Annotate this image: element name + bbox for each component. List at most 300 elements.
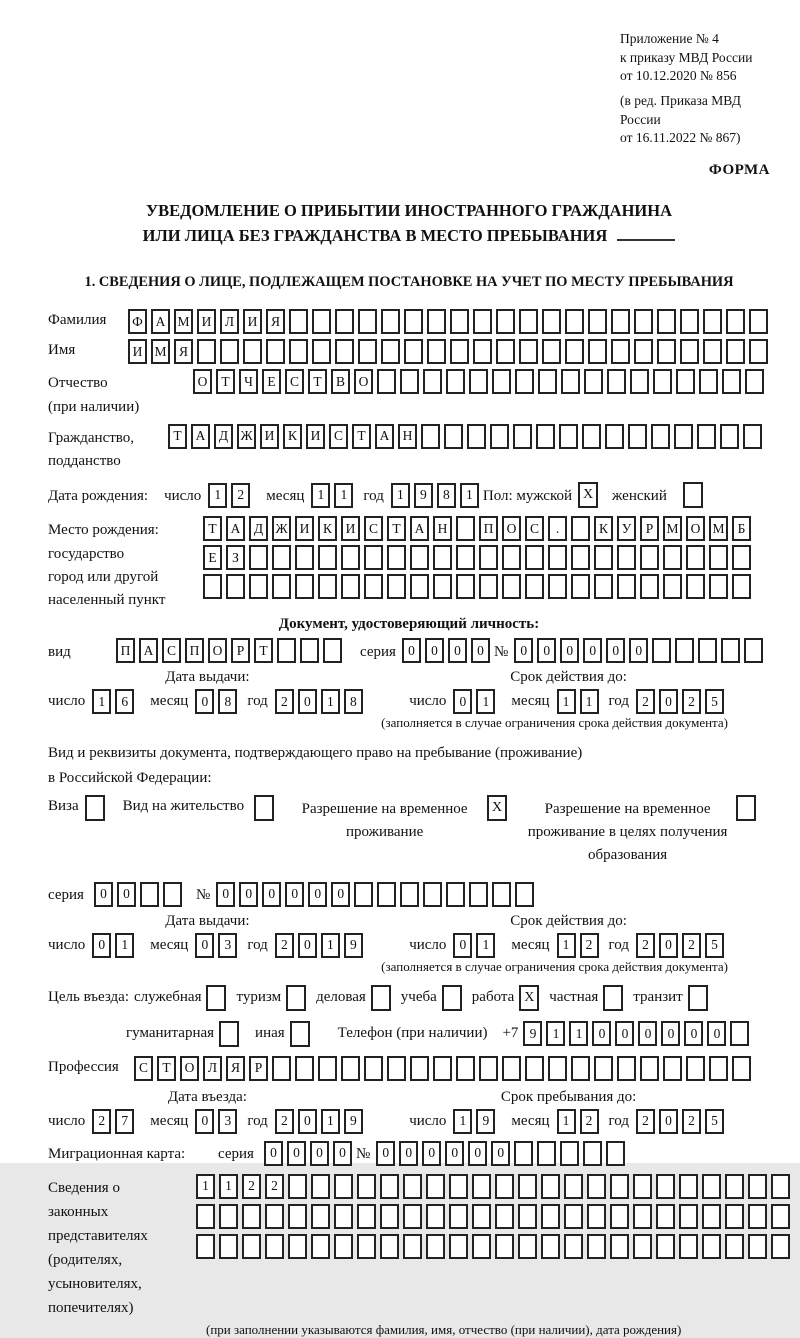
form-cell[interactable]: 1 (334, 483, 353, 508)
form-cell[interactable] (364, 1056, 383, 1081)
form-cell[interactable]: О (686, 516, 705, 541)
form-cell[interactable]: М (709, 516, 728, 541)
form-cell[interactable]: И (260, 424, 279, 449)
form-cell[interactable]: 1 (92, 689, 111, 714)
form-cell[interactable] (456, 574, 475, 599)
form-cell[interactable] (571, 545, 590, 570)
form-cell[interactable] (743, 424, 762, 449)
form-cell[interactable] (495, 1234, 514, 1259)
form-cell[interactable]: 0 (560, 638, 579, 663)
form-cell[interactable] (492, 369, 511, 394)
form-cell[interactable] (265, 1204, 284, 1229)
form-cell[interactable] (495, 1174, 514, 1199)
form-cell[interactable]: Т (308, 369, 327, 394)
form-cell[interactable] (163, 882, 182, 907)
form-cell[interactable] (502, 1056, 521, 1081)
form-cell[interactable]: 0 (92, 933, 111, 958)
form-cell[interactable]: 1 (208, 483, 227, 508)
form-cell[interactable] (197, 339, 216, 364)
checkbox-temp-residence-education[interactable] (736, 795, 756, 821)
form-cell[interactable] (663, 1056, 682, 1081)
form-cell[interactable] (354, 882, 373, 907)
form-cell[interactable] (219, 1234, 238, 1259)
form-cell[interactable] (467, 424, 486, 449)
form-cell[interactable] (583, 1141, 602, 1166)
form-cell[interactable] (679, 1174, 698, 1199)
form-cell[interactable] (519, 309, 538, 334)
form-cell[interactable]: У (617, 516, 636, 541)
form-cell[interactable]: Р (640, 516, 659, 541)
form-cell[interactable]: 1 (321, 689, 340, 714)
form-cell[interactable] (709, 545, 728, 570)
form-cell[interactable]: 0 (117, 882, 136, 907)
form-cell[interactable]: Ж (272, 516, 291, 541)
form-cell[interactable] (473, 309, 492, 334)
form-cell[interactable] (588, 309, 607, 334)
form-cell[interactable] (541, 1234, 560, 1259)
form-cell[interactable] (242, 1204, 261, 1229)
form-cell[interactable]: М (174, 309, 193, 334)
checkbox-residence-permit[interactable] (254, 795, 274, 821)
form-cell[interactable] (610, 1174, 629, 1199)
form-cell[interactable] (387, 574, 406, 599)
form-cell[interactable] (272, 545, 291, 570)
form-cell[interactable]: 0 (453, 689, 472, 714)
form-cell[interactable]: 0 (376, 1141, 395, 1166)
form-cell[interactable]: 0 (659, 933, 678, 958)
form-cell[interactable]: 0 (638, 1021, 657, 1046)
form-cell[interactable]: Т (168, 424, 187, 449)
form-cell[interactable]: Я (226, 1056, 245, 1081)
form-cell[interactable] (617, 545, 636, 570)
form-cell[interactable] (633, 1234, 652, 1259)
form-cell[interactable] (323, 638, 342, 663)
form-cell[interactable] (404, 339, 423, 364)
form-cell[interactable] (656, 1234, 675, 1259)
form-cell[interactable] (334, 1234, 353, 1259)
form-cell[interactable] (634, 339, 653, 364)
form-cell[interactable]: 2 (682, 933, 701, 958)
form-cell[interactable] (726, 339, 745, 364)
form-cell[interactable]: 0 (537, 638, 556, 663)
form-cell[interactable]: С (364, 516, 383, 541)
form-cell[interactable] (588, 339, 607, 364)
form-cell[interactable]: 0 (195, 689, 214, 714)
form-cell[interactable]: 1 (557, 689, 576, 714)
form-cell[interactable] (496, 309, 515, 334)
form-cell[interactable] (594, 1056, 613, 1081)
form-cell[interactable]: 2 (92, 1109, 111, 1134)
form-cell[interactable]: С (525, 516, 544, 541)
form-cell[interactable]: А (375, 424, 394, 449)
form-cell[interactable] (725, 1234, 744, 1259)
form-cell[interactable]: 2 (580, 1109, 599, 1134)
form-cell[interactable] (663, 574, 682, 599)
form-cell[interactable] (226, 574, 245, 599)
form-cell[interactable] (541, 1174, 560, 1199)
form-cell[interactable] (265, 1234, 284, 1259)
form-cell[interactable] (656, 1204, 675, 1229)
form-cell[interactable]: Я (266, 309, 285, 334)
form-cell[interactable] (410, 574, 429, 599)
form-cell[interactable]: И (341, 516, 360, 541)
form-cell[interactable]: 0 (453, 933, 472, 958)
form-cell[interactable]: 1 (453, 1109, 472, 1134)
form-cell[interactable] (679, 1204, 698, 1229)
form-cell[interactable] (404, 309, 423, 334)
form-cell[interactable] (433, 1056, 452, 1081)
form-cell[interactable] (607, 369, 626, 394)
form-cell[interactable] (657, 309, 676, 334)
form-cell[interactable]: А (410, 516, 429, 541)
form-cell[interactable] (288, 1204, 307, 1229)
form-cell[interactable] (400, 369, 419, 394)
form-cell[interactable] (433, 574, 452, 599)
form-cell[interactable]: Л (203, 1056, 222, 1081)
form-cell[interactable] (657, 339, 676, 364)
form-cell[interactable]: А (191, 424, 210, 449)
form-cell[interactable] (564, 1174, 583, 1199)
form-cell[interactable] (295, 545, 314, 570)
form-cell[interactable] (446, 882, 465, 907)
form-cell[interactable] (722, 369, 741, 394)
form-cell[interactable]: 1 (557, 933, 576, 958)
form-cell[interactable] (288, 1234, 307, 1259)
form-cell[interactable] (652, 638, 671, 663)
form-cell[interactable] (605, 424, 624, 449)
form-cell[interactable]: 3 (218, 933, 237, 958)
form-cell[interactable] (518, 1204, 537, 1229)
form-cell[interactable] (312, 339, 331, 364)
form-cell[interactable] (421, 424, 440, 449)
form-cell[interactable] (140, 882, 159, 907)
form-cell[interactable]: 1 (476, 933, 495, 958)
form-cell[interactable]: Ч (239, 369, 258, 394)
form-cell[interactable] (450, 339, 469, 364)
form-cell[interactable] (702, 1234, 721, 1259)
form-cell[interactable] (560, 1141, 579, 1166)
form-cell[interactable] (519, 339, 538, 364)
form-cell[interactable]: 0 (287, 1141, 306, 1166)
form-cell[interactable]: 0 (298, 1109, 317, 1134)
form-cell[interactable]: 2 (275, 1109, 294, 1134)
form-cell[interactable]: П (185, 638, 204, 663)
form-cell[interactable] (686, 545, 705, 570)
form-cell[interactable]: 2 (242, 1174, 261, 1199)
form-cell[interactable] (702, 1174, 721, 1199)
form-cell[interactable]: Б (732, 516, 751, 541)
form-cell[interactable] (341, 1056, 360, 1081)
form-cell[interactable] (266, 339, 285, 364)
form-cell[interactable]: 0 (333, 1141, 352, 1166)
form-cell[interactable] (289, 309, 308, 334)
checkbox-purpose-humanitarian[interactable] (219, 1021, 239, 1047)
form-cell[interactable] (300, 638, 319, 663)
form-cell[interactable] (745, 369, 764, 394)
form-cell[interactable]: А (226, 516, 245, 541)
form-cell[interactable]: 9 (476, 1109, 495, 1134)
form-cell[interactable]: 0 (606, 638, 625, 663)
checkbox-purpose-official[interactable] (206, 985, 226, 1011)
form-cell[interactable] (311, 1174, 330, 1199)
form-cell[interactable]: 2 (636, 933, 655, 958)
form-cell[interactable]: Т (157, 1056, 176, 1081)
form-cell[interactable] (744, 638, 763, 663)
form-cell[interactable]: 0 (94, 882, 113, 907)
form-cell[interactable] (709, 1056, 728, 1081)
form-cell[interactable] (771, 1174, 790, 1199)
checkbox-purpose-work[interactable]: X (519, 985, 539, 1011)
form-cell[interactable]: 0 (707, 1021, 726, 1046)
form-cell[interactable] (587, 1204, 606, 1229)
form-cell[interactable]: И (243, 309, 262, 334)
form-cell[interactable] (548, 574, 567, 599)
form-cell[interactable]: 1 (460, 483, 479, 508)
form-cell[interactable] (427, 309, 446, 334)
form-cell[interactable] (380, 1204, 399, 1229)
form-cell[interactable] (403, 1174, 422, 1199)
form-cell[interactable] (518, 1174, 537, 1199)
form-cell[interactable] (587, 1234, 606, 1259)
form-cell[interactable]: 2 (636, 1109, 655, 1134)
form-cell[interactable]: 9 (414, 483, 433, 508)
form-cell[interactable] (640, 1056, 659, 1081)
form-cell[interactable]: К (283, 424, 302, 449)
form-cell[interactable]: М (151, 339, 170, 364)
form-cell[interactable]: 0 (661, 1021, 680, 1046)
form-cell[interactable] (449, 1204, 468, 1229)
form-cell[interactable] (633, 1174, 652, 1199)
form-cell[interactable] (380, 1174, 399, 1199)
form-cell[interactable]: А (139, 638, 158, 663)
form-cell[interactable]: . (548, 516, 567, 541)
form-cell[interactable] (334, 1174, 353, 1199)
form-cell[interactable]: Е (262, 369, 281, 394)
form-cell[interactable]: И (128, 339, 147, 364)
form-cell[interactable]: П (479, 516, 498, 541)
form-cell[interactable]: О (208, 638, 227, 663)
checkbox-purpose-business[interactable] (371, 985, 391, 1011)
form-cell[interactable]: 0 (216, 882, 235, 907)
form-cell[interactable] (564, 1234, 583, 1259)
checkbox-purpose-other[interactable] (290, 1021, 310, 1047)
form-cell[interactable] (400, 882, 419, 907)
form-cell[interactable] (449, 1234, 468, 1259)
form-cell[interactable] (364, 545, 383, 570)
form-cell[interactable]: В (331, 369, 350, 394)
form-cell[interactable] (610, 1234, 629, 1259)
form-cell[interactable] (311, 1234, 330, 1259)
form-cell[interactable]: Т (352, 424, 371, 449)
form-cell[interactable] (611, 339, 630, 364)
form-cell[interactable]: 9 (523, 1021, 542, 1046)
form-cell[interactable] (242, 1234, 261, 1259)
form-cell[interactable]: 0 (422, 1141, 441, 1166)
form-cell[interactable] (295, 574, 314, 599)
form-cell[interactable] (334, 1204, 353, 1229)
form-cell[interactable]: О (354, 369, 373, 394)
form-cell[interactable] (450, 309, 469, 334)
checkbox-sex-male[interactable]: X (578, 482, 598, 508)
form-cell[interactable] (548, 1056, 567, 1081)
form-cell[interactable] (433, 545, 452, 570)
form-cell[interactable] (381, 309, 400, 334)
form-cell[interactable] (663, 545, 682, 570)
form-cell[interactable] (594, 574, 613, 599)
form-cell[interactable] (675, 638, 694, 663)
form-cell[interactable]: 0 (331, 882, 350, 907)
form-cell[interactable]: 0 (239, 882, 258, 907)
form-cell[interactable] (357, 1174, 376, 1199)
form-cell[interactable] (341, 545, 360, 570)
form-cell[interactable] (449, 1174, 468, 1199)
form-cell[interactable] (634, 309, 653, 334)
checkbox-purpose-transit[interactable] (688, 985, 708, 1011)
checkbox-purpose-private[interactable] (603, 985, 623, 1011)
form-cell[interactable]: 1 (580, 689, 599, 714)
form-cell[interactable] (721, 638, 740, 663)
form-cell[interactable]: 0 (514, 638, 533, 663)
form-cell[interactable] (358, 339, 377, 364)
form-cell[interactable] (726, 309, 745, 334)
form-cell[interactable] (502, 545, 521, 570)
form-cell[interactable] (571, 516, 590, 541)
form-cell[interactable] (771, 1204, 790, 1229)
form-cell[interactable]: М (663, 516, 682, 541)
form-cell[interactable] (564, 1204, 583, 1229)
form-cell[interactable]: И (306, 424, 325, 449)
form-cell[interactable]: С (134, 1056, 153, 1081)
form-cell[interactable] (249, 545, 268, 570)
form-cell[interactable] (699, 369, 718, 394)
form-cell[interactable]: Т (387, 516, 406, 541)
form-cell[interactable]: О (502, 516, 521, 541)
form-cell[interactable] (651, 424, 670, 449)
form-cell[interactable]: С (285, 369, 304, 394)
form-cell[interactable]: 9 (344, 933, 363, 958)
form-cell[interactable] (196, 1204, 215, 1229)
form-cell[interactable]: 1 (391, 483, 410, 508)
form-cell[interactable] (771, 1234, 790, 1259)
checkbox-visa[interactable] (85, 795, 105, 821)
form-cell[interactable] (518, 1234, 537, 1259)
form-cell[interactable]: 0 (298, 689, 317, 714)
form-cell[interactable]: 2 (682, 1109, 701, 1134)
form-cell[interactable]: С (329, 424, 348, 449)
form-cell[interactable] (335, 339, 354, 364)
form-cell[interactable] (515, 882, 534, 907)
form-cell[interactable] (536, 424, 555, 449)
form-cell[interactable]: А (151, 309, 170, 334)
form-cell[interactable] (565, 309, 584, 334)
form-cell[interactable] (377, 882, 396, 907)
form-cell[interactable]: Л (220, 309, 239, 334)
form-cell[interactable] (748, 1234, 767, 1259)
form-cell[interactable] (335, 309, 354, 334)
form-cell[interactable] (686, 1056, 705, 1081)
form-cell[interactable] (725, 1174, 744, 1199)
form-cell[interactable] (492, 882, 511, 907)
form-cell[interactable] (203, 574, 222, 599)
form-cell[interactable]: 0 (583, 638, 602, 663)
form-cell[interactable] (628, 424, 647, 449)
form-cell[interactable] (702, 1204, 721, 1229)
form-cell[interactable] (426, 1174, 445, 1199)
form-cell[interactable] (698, 638, 717, 663)
form-cell[interactable] (730, 1021, 749, 1046)
form-cell[interactable]: 1 (321, 933, 340, 958)
form-cell[interactable] (703, 339, 722, 364)
form-cell[interactable]: Ж (237, 424, 256, 449)
form-cell[interactable]: 1 (546, 1021, 565, 1046)
form-cell[interactable]: 8 (437, 483, 456, 508)
form-cell[interactable]: 0 (264, 1141, 283, 1166)
form-cell[interactable]: 0 (195, 1109, 214, 1134)
form-cell[interactable] (444, 424, 463, 449)
form-cell[interactable] (748, 1204, 767, 1229)
form-cell[interactable] (381, 339, 400, 364)
form-cell[interactable]: О (193, 369, 212, 394)
checkbox-temp-residence[interactable]: X (487, 795, 507, 821)
form-cell[interactable]: К (318, 516, 337, 541)
form-cell[interactable]: 5 (705, 689, 724, 714)
form-cell[interactable] (732, 1056, 751, 1081)
form-cell[interactable]: Т (254, 638, 273, 663)
form-cell[interactable] (748, 1174, 767, 1199)
form-cell[interactable] (709, 574, 728, 599)
form-cell[interactable] (318, 545, 337, 570)
form-cell[interactable]: 0 (399, 1141, 418, 1166)
form-cell[interactable]: 0 (262, 882, 281, 907)
form-cell[interactable]: 1 (476, 689, 495, 714)
form-cell[interactable] (289, 339, 308, 364)
form-cell[interactable] (219, 1204, 238, 1229)
form-cell[interactable]: Т (203, 516, 222, 541)
form-cell[interactable]: 0 (615, 1021, 634, 1046)
form-cell[interactable]: 0 (684, 1021, 703, 1046)
form-cell[interactable] (640, 574, 659, 599)
form-cell[interactable] (548, 545, 567, 570)
form-cell[interactable]: С (162, 638, 181, 663)
form-cell[interactable] (479, 545, 498, 570)
form-cell[interactable]: Р (249, 1056, 268, 1081)
form-cell[interactable]: 1 (196, 1174, 215, 1199)
form-cell[interactable] (479, 574, 498, 599)
form-cell[interactable] (410, 545, 429, 570)
form-cell[interactable] (456, 516, 475, 541)
form-cell[interactable] (446, 369, 465, 394)
form-cell[interactable] (559, 424, 578, 449)
form-cell[interactable]: З (226, 545, 245, 570)
form-cell[interactable] (582, 424, 601, 449)
form-cell[interactable] (606, 1141, 625, 1166)
form-cell[interactable]: 0 (592, 1021, 611, 1046)
form-cell[interactable] (423, 882, 442, 907)
form-cell[interactable] (472, 1204, 491, 1229)
form-cell[interactable]: 2 (636, 689, 655, 714)
form-cell[interactable] (617, 574, 636, 599)
form-cell[interactable]: 3 (218, 1109, 237, 1134)
form-cell[interactable] (364, 574, 383, 599)
form-cell[interactable]: Ф (128, 309, 147, 334)
form-cell[interactable] (594, 545, 613, 570)
form-cell[interactable] (272, 574, 291, 599)
form-cell[interactable] (277, 638, 296, 663)
form-cell[interactable]: 9 (344, 1109, 363, 1134)
form-cell[interactable] (686, 574, 705, 599)
form-cell[interactable] (318, 1056, 337, 1081)
form-cell[interactable]: 0 (659, 689, 678, 714)
